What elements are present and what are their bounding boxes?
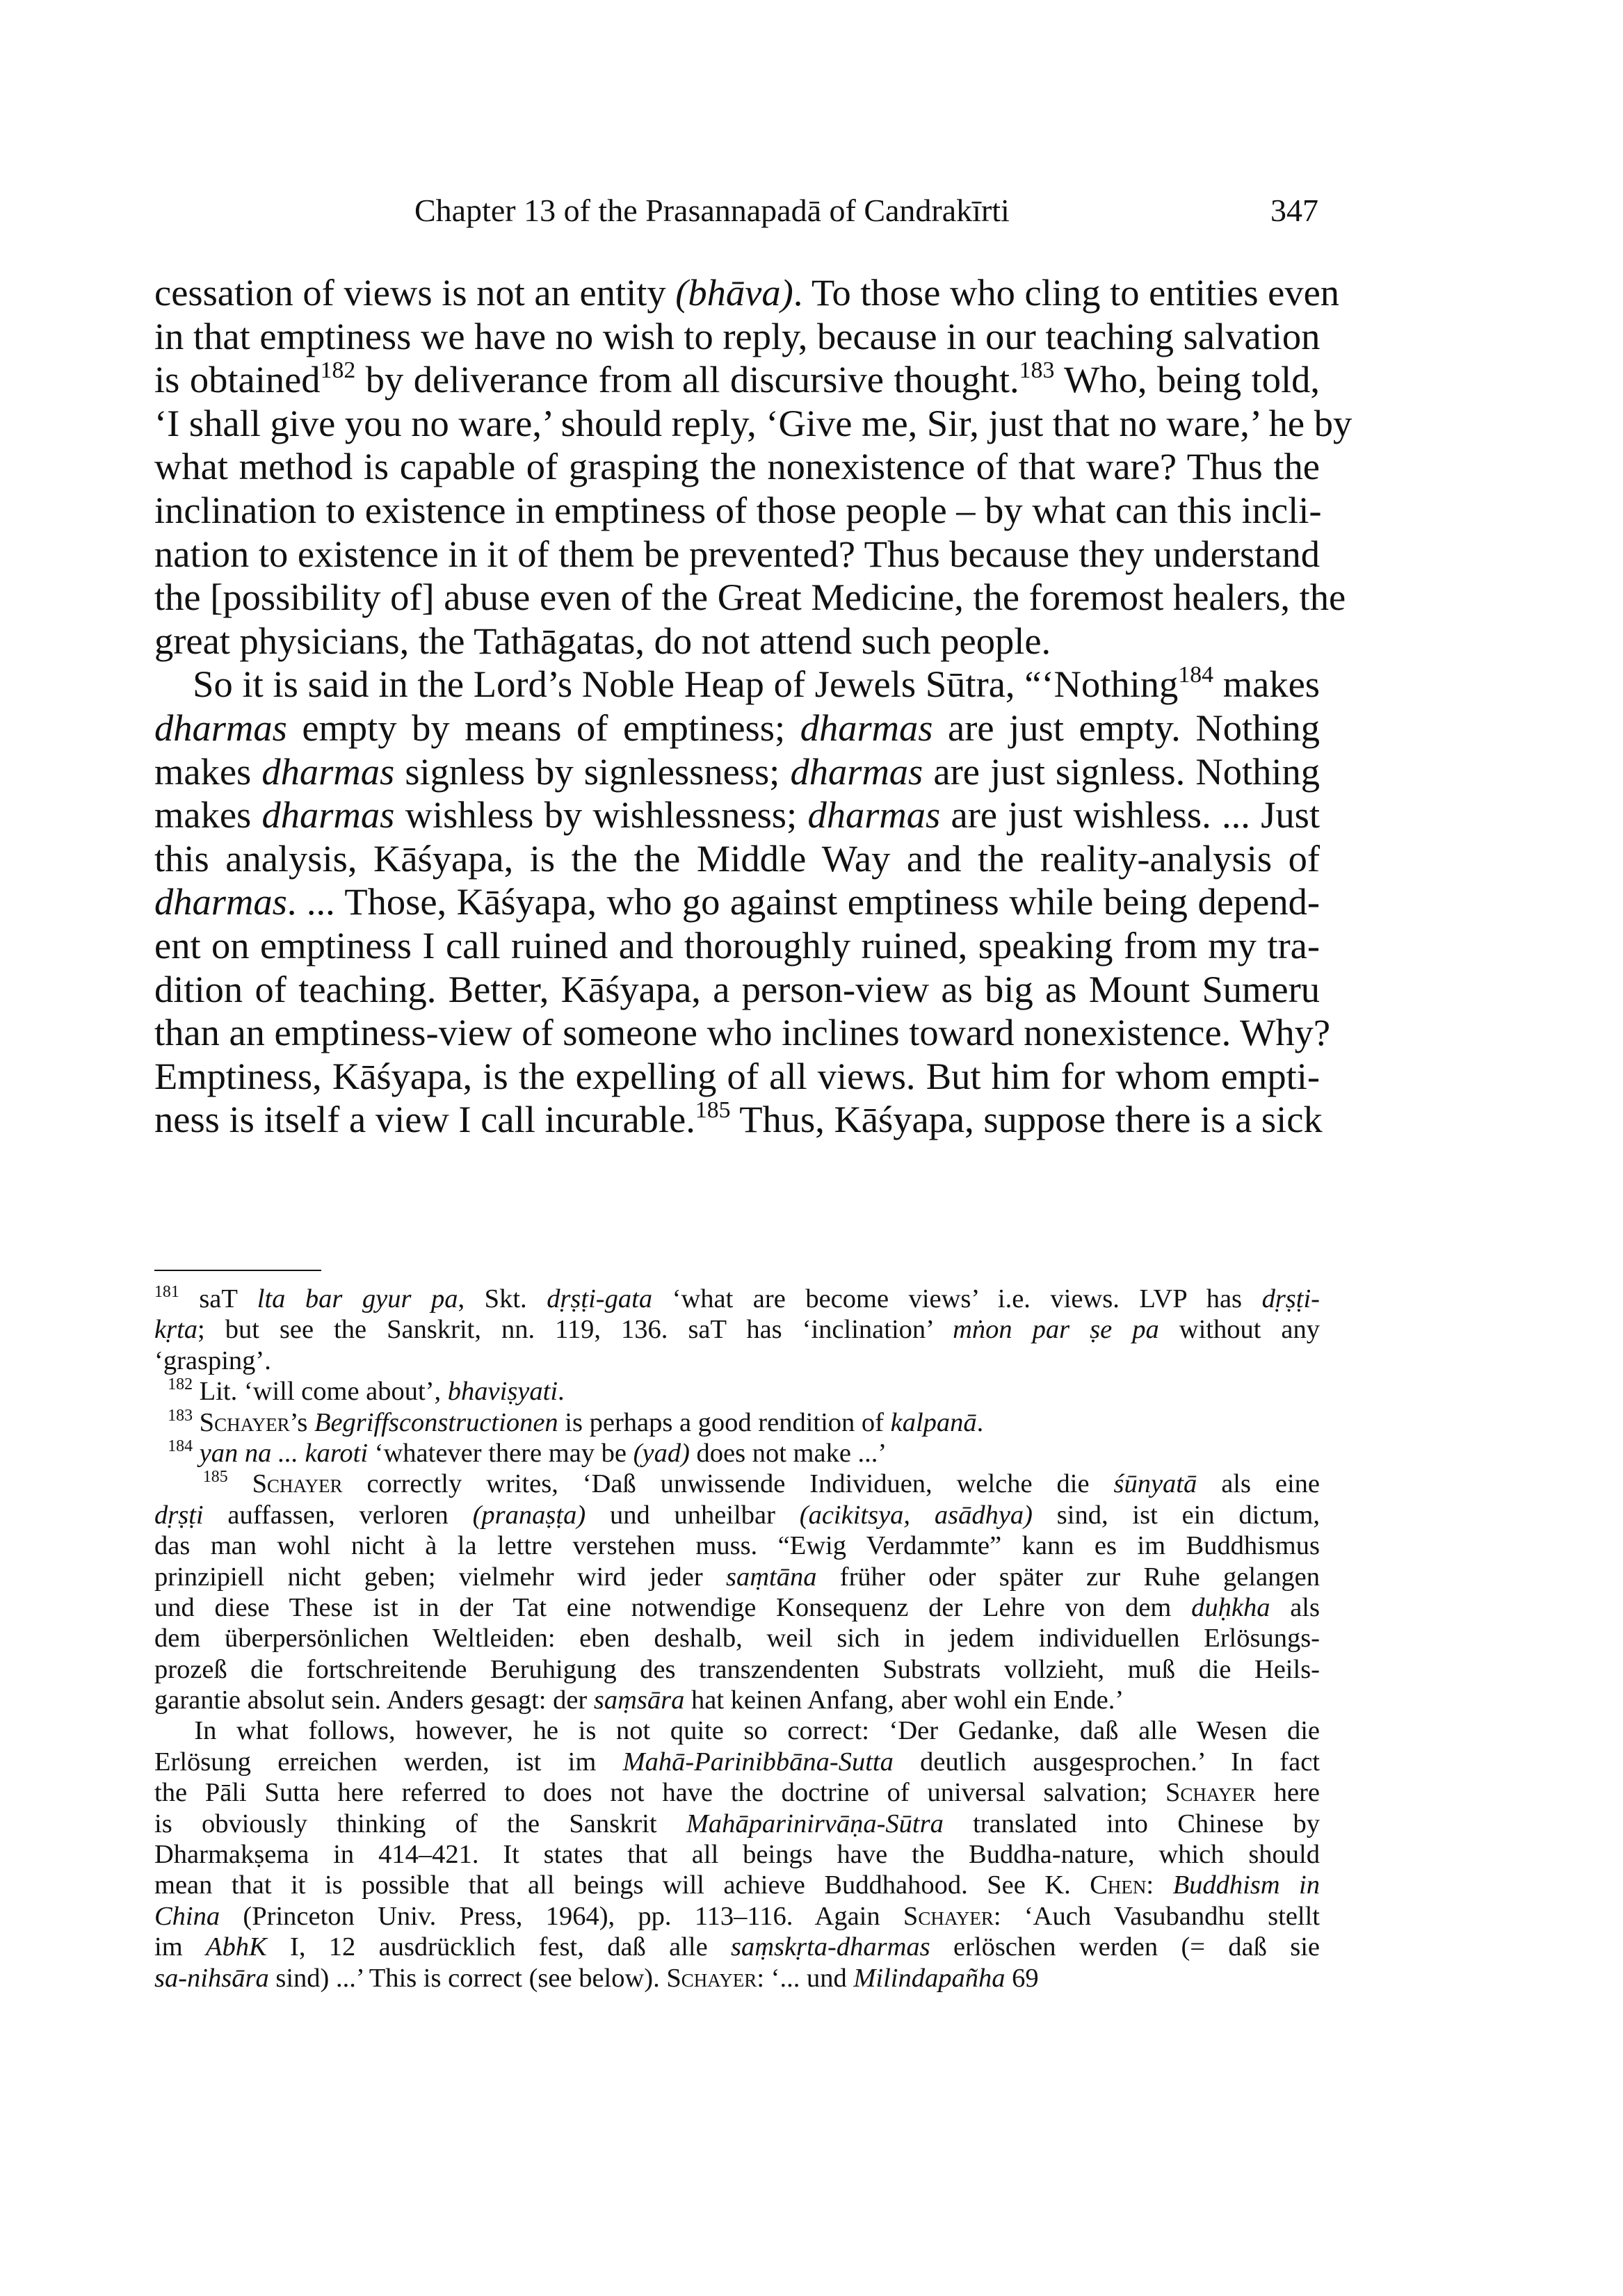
footnote-line: $^{185}$ Schayer correctly writes, ‘Daß unwissende Individuen, welche die śūnyatā als eine bbox=[202, 1468, 1320, 1499]
footnote-line: das man wohl nicht à la lettre verstehen muss. “Ewig Verdammte” kann es im Buddhismus bbox=[154, 1531, 1320, 1561]
footnote-separator bbox=[154, 1270, 321, 1271]
body-line: dition of teaching. Better, Kāśyapa, a person-view as big as Mount Sumeru bbox=[154, 967, 1320, 1010]
body-line: ‘I shall give you no ware,’ should reply, ‘Give me, Sir, just that no ware,’ he by bbox=[154, 401, 1352, 444]
running-title: Chapter 13 of the Prasannapadā of Candrakīrti bbox=[414, 193, 1010, 228]
body-line: nation to existence in it of them be prevented? Thus because they understand bbox=[154, 532, 1320, 575]
footnote-line: the Pāli Sutta here referred to does not have the doctrine of universal salvation; Schayer here bbox=[154, 1778, 1320, 1808]
footnote-line: dem überpersönlichen Weltleiden: eben deshalb, weil sich in jedem individuellen Erlösungs- bbox=[154, 1624, 1320, 1654]
body-line: great physicians, the Tathāgatas, do not attend such people. bbox=[154, 619, 1051, 662]
body-line: dharmas. ... Those, Kāśyapa, who go against emptiness while being depend- bbox=[154, 880, 1320, 923]
body-line: cessation of views is not an entity (bhāva). To those who cling to entities even bbox=[154, 271, 1340, 314]
footnote-line: $^{182}$ Lit. ‘will come about’, bhaviṣyati. bbox=[168, 1375, 565, 1407]
footnotes bbox=[154, 1284, 1320, 1994]
body-line: dharmas empty by means of emptiness; dharmas are just empty. Nothing bbox=[154, 706, 1321, 749]
body-line: makes dharmas signless by signlessness; dharmas are just signless. Nothing bbox=[154, 750, 1321, 793]
body-text bbox=[154, 271, 1352, 1142]
body-line: makes dharmas wishless by wishlessness; dharmas are just wishless. ... Just bbox=[154, 793, 1321, 836]
footnote-line: China (Princeton Univ. Press, 1964), pp. 113–116. Again Schayer: ‘Auch Vasubandhu stellt bbox=[154, 1901, 1321, 1931]
body-line: Emptiness, Kāśyapa, is the expelling of all views. But him for whom empti- bbox=[154, 1054, 1320, 1097]
body-line: So it is said in the Lord’s Noble Heap of Jewels Sūtra, “‘Nothing$^{184}$ makes bbox=[154, 662, 1320, 706]
footnote-line: prinzipiell nicht geben; vielmehr wird jeder saṃtāna früher oder später zur Ruhe gelangen bbox=[154, 1562, 1320, 1592]
footnote-line: is obviously thinking of the Sanskrit Mahāparinirvāṇa-Sūtra translated into Chinese by bbox=[154, 1809, 1320, 1838]
footnote-line: Dharmakṣema in 414–421. It states that all beings have the Buddha-nature, which should bbox=[154, 1840, 1320, 1870]
body-line: ness is itself a view I call incurable.$^{185}$ Thus, Kāśyapa, suppose there is a sick bbox=[154, 1097, 1323, 1141]
body-line: in that emptiness we have no wish to reply, because in our teaching salvation bbox=[154, 314, 1321, 357]
footnote-line: $^{183}$ Schayer’s Begriffsconstructionen is perhaps a good rendition of kalpanā. bbox=[168, 1406, 984, 1437]
body-line: what method is capable of grasping the nonexistence of that ware? Thus the bbox=[154, 445, 1320, 488]
footnote-line: $^{181}$ saT lta bar gyur pa, Skt. dṛṣṭi-gata ‘what are become views’ i.e. views. LVP has dṛṣṭi- bbox=[154, 1283, 1320, 1313]
body-line: this analysis, Kāśyapa, is the the Middle Way and the reality-analysis of bbox=[154, 836, 1320, 880]
footnote-line: In what follows, however, he is not quite so correct: ‘Der Gedanke, daß alle Wesen die bbox=[154, 1716, 1320, 1746]
body-line: ent on emptiness I call ruined and thoroughly ruined, speaking from my tra- bbox=[154, 923, 1320, 967]
body-line: than an emptiness-view of someone who inclines toward nonexistence. Why? bbox=[154, 1011, 1331, 1054]
footnote-line: dṛṣṭi auffassen, verloren (pranaṣṭa) und unheilbar (acikitsya, asādhya) sind, ist ein dictum, bbox=[154, 1500, 1320, 1530]
body-line: is obtained$^{182}$ by deliverance from all discursive thought.$^{183}$ Who, being told, bbox=[154, 357, 1321, 401]
footnote-line: ‘grasping’. bbox=[154, 1345, 271, 1375]
footnote-line: Erlösung erreichen werden, ist im Mahā-Parinibbāna-Sutta deutlich ausgesprochen.’ In fact bbox=[154, 1747, 1320, 1777]
footnote-line: und diese These ist in der Tat eine notwendige Konsequenz der Lehre von dem duḥkha als bbox=[154, 1592, 1320, 1622]
footnote-line: prozeß die fortschreitende Beruhigung des transzendenten Substrats vollzieht, muß die Heils- bbox=[154, 1654, 1320, 1684]
footnote-line: mean that it is possible that all beings will achieve Buddhahood. See K. Chen: Buddhism in bbox=[154, 1870, 1320, 1900]
footnote-line: sa-nihsāra sind) ...’ This is correct (see below). Schayer: ‘... und Milindapañha 69 bbox=[154, 1963, 1039, 1993]
running-header bbox=[414, 186, 1318, 235]
footnote-line: im AbhK I, 12 ausdrücklich fest, daß alle saṃskṛta-dharmas erlöschen werden (= daß sie bbox=[154, 1932, 1320, 1962]
footnote-line: garantie absolut sein. Anders gesagt: der saṃsāra hat keinen Anfang, aber wohl ein Ende.’ bbox=[154, 1685, 1124, 1715]
page-number: 347 bbox=[1270, 193, 1318, 228]
body-line: the [possibility of] abuse even of the Great Medicine, the foremost healers, the bbox=[154, 576, 1346, 619]
body-line: inclination to existence in emptiness of those people – by what can this incli- bbox=[154, 488, 1322, 531]
footnote-line: $^{184}$ yan na ... karoti ‘whatever there may be (yad) does not make ...’ bbox=[168, 1437, 887, 1468]
footnote-line: kṛta; but see the Sanskrit, nn. 119, 136. saT has ‘inclination’ mṅon par ṣe pa without any bbox=[154, 1315, 1321, 1345]
